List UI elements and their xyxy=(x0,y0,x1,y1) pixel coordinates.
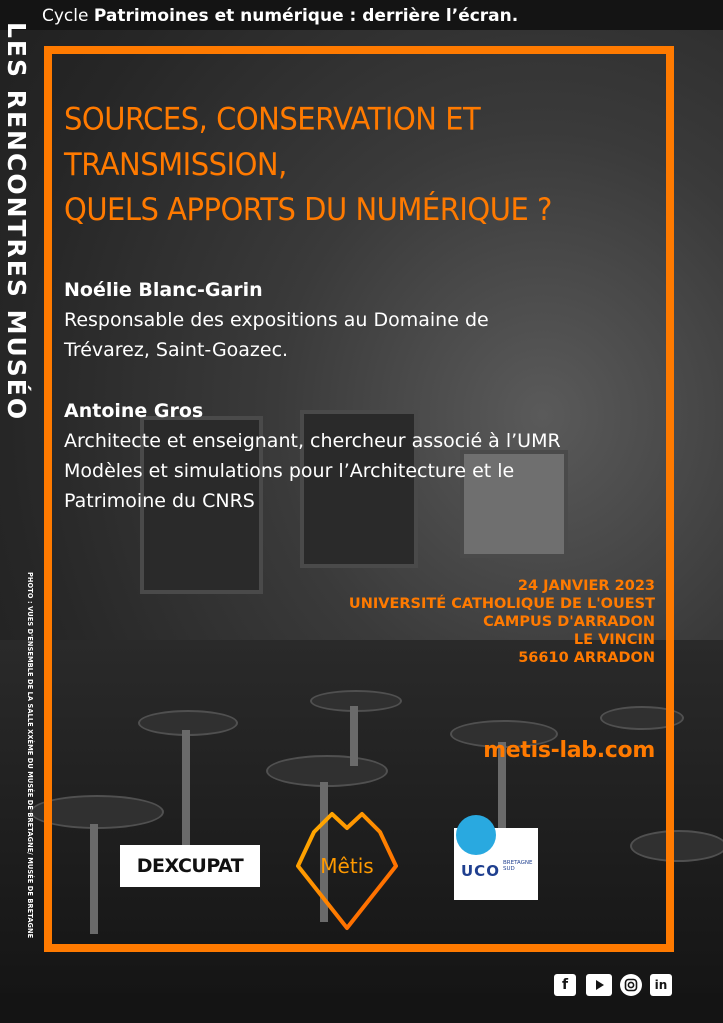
series-title-text: LES RENCONTRES MUSÉO xyxy=(2,22,31,422)
event-venue: UNIVERSITÉ CATHOLIQUE DE L'OUEST xyxy=(348,596,655,612)
metis-logo-text: Mêtis xyxy=(320,854,374,878)
dexcupat-logo-text: DEXCUPAT xyxy=(136,855,244,877)
bottom-band xyxy=(0,993,723,1023)
speaker-role: Responsable des expositions au Domaine de xyxy=(64,309,489,331)
speaker-2 xyxy=(64,396,561,516)
cycle-title: Patrimoines et numérique : derrière l’écran. xyxy=(93,6,519,26)
uco-logo-subtitle xyxy=(503,860,533,872)
dexcupat-logo xyxy=(120,845,260,887)
facebook-icon[interactable]: f xyxy=(554,974,576,996)
photo-credit xyxy=(26,572,40,939)
instagram-icon[interactable] xyxy=(620,974,642,996)
title-line-1: SOURCES, CONSERVATION ET TRANSMISSION, xyxy=(64,100,481,183)
event-info xyxy=(349,577,655,667)
speaker-name: Antoine Gros xyxy=(64,400,204,422)
event-street: LE VINCIN xyxy=(573,632,655,648)
website-link[interactable]: metis-lab.com xyxy=(483,738,655,763)
speaker-role: Architecte et enseignant, chercheur associé à l’UMR xyxy=(64,430,561,452)
uco-logo-dot xyxy=(456,815,496,855)
speaker-role: Patrimoine du CNRS xyxy=(64,490,255,512)
speaker-1 xyxy=(64,275,489,365)
event-campus: CAMPUS D'ARRADON xyxy=(483,614,655,630)
cycle-prefix: Cycle xyxy=(42,6,89,26)
event-date: 24 JANVIER 2023 xyxy=(517,578,655,594)
event-city: 56610 ARRADON xyxy=(518,650,655,666)
title-line-2: QUELS APPORTS DU NUMÉRIQUE ? xyxy=(64,191,552,228)
uco-sub-line2: SUD xyxy=(503,866,515,872)
speaker-role: Trévarez, Saint-Goazec. xyxy=(64,339,289,361)
linkedin-icon[interactable]: in xyxy=(650,974,672,996)
photo-credit-text: PHOTO : VUES D'ENSEMBLE DE LA SALLE XXÈME DU MUSÉE DE BRETAGNE/ MUSÉE DE BRETAGNE xyxy=(26,572,34,939)
series-title xyxy=(2,22,36,422)
cycle-line xyxy=(42,6,518,26)
uco-sub-line1: BRETAGNE xyxy=(503,860,533,866)
youtube-icon[interactable] xyxy=(586,974,612,996)
page-title xyxy=(64,96,664,232)
speaker-name: Noélie Blanc-Garin xyxy=(64,279,263,301)
metis-logo xyxy=(296,808,398,934)
uco-logo-text: UCO xyxy=(461,862,500,880)
speaker-role: Modèles et simulations pour l’Architecture et le xyxy=(64,460,515,482)
